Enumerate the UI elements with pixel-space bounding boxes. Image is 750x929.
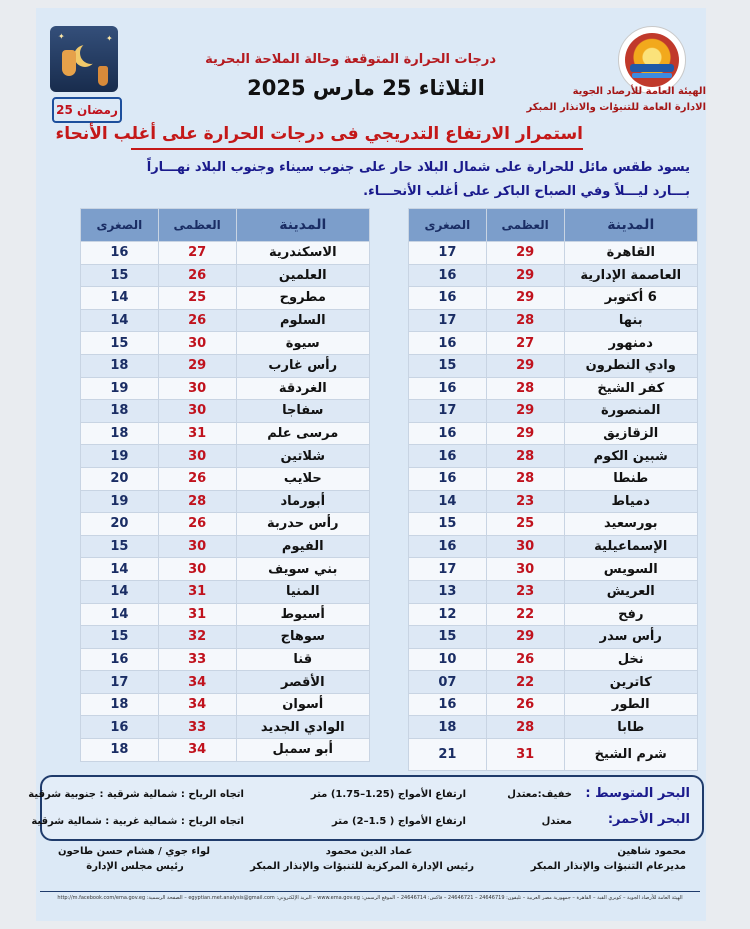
- city-cell: بنها: [564, 309, 698, 332]
- city-cell: المنيا: [236, 580, 369, 603]
- max-temp-cell: 26: [486, 648, 564, 671]
- city-cell: سيوة: [236, 332, 369, 355]
- min-temp-cell: 13: [409, 580, 487, 603]
- max-temp-cell: 30: [158, 445, 236, 468]
- max-temp-cell: 23: [486, 490, 564, 513]
- min-temp-cell: 16: [409, 264, 487, 287]
- min-temp-cell: 14: [81, 309, 159, 332]
- col-header-min: الصغرى: [409, 209, 487, 242]
- table-row: [81, 693, 370, 716]
- city-cell: الطور: [564, 693, 698, 716]
- forecast-line-1: يسود طقس مائل للحرارة على شمال البلاد حار على جنوب سيناء وجنوب البلاد نهـــاراً: [146, 160, 690, 175]
- col-header-min: الصغرى: [81, 209, 159, 242]
- max-temp-cell: 26: [158, 513, 236, 536]
- min-temp-cell: 16: [409, 377, 487, 400]
- max-temp-cell: 29: [486, 287, 564, 310]
- city-cell: مطروح: [236, 287, 369, 310]
- max-temp-cell: 29: [486, 242, 564, 265]
- min-temp-cell: 19: [81, 377, 159, 400]
- signature-3-role: رئيس مجلس الإدارة: [86, 861, 184, 872]
- min-temp-cell: 19: [81, 490, 159, 513]
- max-temp-cell: 29: [486, 354, 564, 377]
- min-temp-cell: 15: [81, 626, 159, 649]
- max-temp-cell: 28: [486, 445, 564, 468]
- table-row: [81, 445, 370, 468]
- star-icon: ✦: [106, 34, 113, 43]
- min-temp-cell: 18: [81, 400, 159, 423]
- city-cell: كفر الشيخ: [564, 377, 698, 400]
- min-temp-cell: 15: [409, 354, 487, 377]
- max-temp-cell: 34: [158, 739, 236, 762]
- city-cell: أبورماد: [236, 490, 369, 513]
- city-cell: بورسعيد: [564, 513, 698, 536]
- min-temp-cell: 18: [81, 422, 159, 445]
- min-temp-cell: 16: [409, 693, 487, 716]
- city-cell: دمنهور: [564, 332, 698, 355]
- city-cell: العاصمة الإدارية: [564, 264, 698, 287]
- table-row: [81, 467, 370, 490]
- city-cell: شرم الشيخ: [564, 739, 698, 771]
- max-temp-cell: 29: [486, 626, 564, 649]
- lantern-icon: [62, 50, 76, 76]
- table-row: [81, 422, 370, 445]
- max-temp-cell: 30: [158, 535, 236, 558]
- city-cell: السويس: [564, 558, 698, 581]
- table-row: [409, 671, 698, 694]
- star-icon: ✦: [58, 32, 65, 41]
- max-temp-cell: 31: [486, 739, 564, 771]
- city-cell: دمياط: [564, 490, 698, 513]
- med-sea-wind: اتجاه الرياح : شمالية شرقية : جنوبية شرقية: [28, 789, 244, 800]
- city-cell: نخل: [564, 648, 698, 671]
- max-temp-cell: 32: [158, 626, 236, 649]
- max-temp-cell: 30: [158, 400, 236, 423]
- bulletin-date: الثلاثاء 25 مارس 2025: [247, 76, 485, 100]
- med-sea-waves: ارتفاع الأمواج (1.25–1.75) متر: [310, 789, 466, 800]
- city-cell: 6 أكتوبر: [564, 287, 698, 310]
- max-temp-cell: 30: [486, 535, 564, 558]
- med-sea-title: البحر المتوسط :: [585, 786, 690, 801]
- table-row: [409, 580, 698, 603]
- table-row: [81, 648, 370, 671]
- red-sea-title: البحر الأحمر:: [607, 812, 690, 827]
- min-temp-cell: 16: [409, 535, 487, 558]
- min-temp-cell: 07: [409, 671, 487, 694]
- max-temp-cell: 29: [486, 400, 564, 423]
- table-row: [81, 400, 370, 423]
- table-row: [409, 558, 698, 581]
- table-row: [81, 558, 370, 581]
- city-cell: وادي النطرون: [564, 354, 698, 377]
- table-row: [81, 535, 370, 558]
- min-temp-cell: 15: [81, 332, 159, 355]
- max-temp-cell: 30: [486, 558, 564, 581]
- med-sea-state: خفيف:معتدل: [507, 789, 572, 800]
- contact-footer: الهيئة العامة للأرصاد الجوية – كوبري القبة – القاهرة – جمهورية مصر العربية – تليفون: 24646719 – 24646721 – فاكس: 24646714 – الموقع الرسمي: www.ema.gov.eg – البريد الإلكتروني: egyptian.met.analysis@gmail.com – الصفحة الرسمية: http://m.facebook.com/ema.gov.eg: [40, 891, 700, 901]
- ema-logo: [618, 26, 686, 94]
- col-header-max: العظمى: [486, 209, 564, 242]
- city-cell: رأس حدربة: [236, 513, 369, 536]
- table-row: [409, 603, 698, 626]
- max-temp-cell: 26: [158, 264, 236, 287]
- min-temp-cell: 17: [81, 671, 159, 694]
- max-temp-cell: 27: [158, 242, 236, 265]
- min-temp-cell: 14: [81, 580, 159, 603]
- min-temp-cell: 18: [81, 693, 159, 716]
- min-temp-cell: 14: [409, 490, 487, 513]
- city-cell: السلوم: [236, 309, 369, 332]
- city-cell: قنا: [236, 648, 369, 671]
- max-temp-cell: 22: [486, 671, 564, 694]
- city-cell: رأس غارب: [236, 354, 369, 377]
- sea-conditions-box: [28, 775, 704, 841]
- max-temp-cell: 29: [486, 422, 564, 445]
- max-temp-cell: 26: [158, 309, 236, 332]
- col-header-city: المدينة: [236, 209, 369, 242]
- max-temp-cell: 31: [158, 603, 236, 626]
- city-cell: الاسكندرية: [236, 242, 369, 265]
- min-temp-cell: 18: [81, 354, 159, 377]
- city-cell: الفيوم: [236, 535, 369, 558]
- table-row: [409, 513, 698, 536]
- min-temp-cell: 16: [409, 332, 487, 355]
- col-header-city: المدينة: [564, 209, 698, 242]
- min-temp-cell: 14: [81, 287, 159, 310]
- table-row: [409, 467, 698, 490]
- city-cell: سوهاج: [236, 626, 369, 649]
- red-sea-waves: ارتفاع الأمواج ( 1.5–2) متر: [332, 816, 466, 827]
- min-temp-cell: 17: [409, 242, 487, 265]
- min-temp-cell: 17: [409, 309, 487, 332]
- ramadan-lantern-image: [50, 26, 118, 92]
- max-temp-cell: 26: [158, 467, 236, 490]
- min-temp-cell: 10: [409, 648, 487, 671]
- table-row: [81, 626, 370, 649]
- table-row: [81, 716, 370, 739]
- city-cell: مرسى علم: [236, 422, 369, 445]
- table-row: [81, 242, 370, 265]
- table-row: [409, 332, 698, 355]
- table-row: [409, 716, 698, 739]
- signature-2-name: عماد الدين محمود: [325, 846, 413, 857]
- city-cell: أسوان: [236, 693, 369, 716]
- crescent-moon-icon: [80, 42, 102, 64]
- temperature-table-right: [408, 208, 698, 771]
- city-cell: أبو سمبل: [236, 739, 369, 762]
- city-cell: سفاجا: [236, 400, 369, 423]
- city-cell: العريش: [564, 580, 698, 603]
- red-sea-state: معتدل: [541, 816, 572, 827]
- max-temp-cell: 28: [486, 716, 564, 739]
- min-temp-cell: 14: [81, 603, 159, 626]
- min-temp-cell: 15: [409, 513, 487, 536]
- table-row: [81, 603, 370, 626]
- forecast-line-2: بـــارد ليـــلاً وفي الصباح الباكر على أغلب الأنحـــاء.: [363, 184, 690, 199]
- min-temp-cell: 16: [409, 422, 487, 445]
- max-temp-cell: 28: [486, 467, 564, 490]
- table-row: [409, 264, 698, 287]
- bulletin-subtitle: درجات الحرارة المتوقعة وحالة الملاحة البحرية: [205, 52, 496, 67]
- table-row: [409, 626, 698, 649]
- bulletin-sheet: [28, 8, 706, 921]
- max-temp-cell: 25: [486, 513, 564, 536]
- city-cell: الغردقة: [236, 377, 369, 400]
- table-row: [81, 287, 370, 310]
- signature-3-name: لواء جوي / هشام حسن طاحون: [57, 846, 210, 857]
- signature-1-role: مديرعام التنبؤات والإنذار المبكر: [530, 861, 686, 872]
- table-row: [81, 580, 370, 603]
- table-row: [81, 264, 370, 287]
- max-temp-cell: 33: [158, 716, 236, 739]
- table-row: [81, 354, 370, 377]
- min-temp-cell: 15: [81, 264, 159, 287]
- table-row: [81, 490, 370, 513]
- city-cell: المنصورة: [564, 400, 698, 423]
- table-row: [409, 309, 698, 332]
- table-row: [409, 287, 698, 310]
- table-row: [81, 513, 370, 536]
- max-temp-cell: 22: [486, 603, 564, 626]
- city-cell: شلاتين: [236, 445, 369, 468]
- max-temp-cell: 25: [158, 287, 236, 310]
- max-temp-cell: 30: [158, 377, 236, 400]
- temperature-table-left: [80, 208, 370, 762]
- table-row: [409, 377, 698, 400]
- city-cell: طابا: [564, 716, 698, 739]
- city-cell: رأس سدر: [564, 626, 698, 649]
- table-row: [81, 332, 370, 355]
- red-sea-wind: اتجاه الرياح : شمالية غربية : شمالية شرقية: [31, 816, 244, 827]
- min-temp-cell: 16: [409, 445, 487, 468]
- max-temp-cell: 34: [158, 671, 236, 694]
- table-row: [409, 422, 698, 445]
- table-row: [409, 739, 698, 771]
- table-row: [81, 309, 370, 332]
- col-header-max: العظمى: [158, 209, 236, 242]
- min-temp-cell: 17: [409, 558, 487, 581]
- min-temp-cell: 20: [81, 513, 159, 536]
- min-temp-cell: 20: [81, 467, 159, 490]
- min-temp-cell: 19: [81, 445, 159, 468]
- min-temp-cell: 18: [81, 739, 159, 762]
- max-temp-cell: 30: [158, 332, 236, 355]
- max-temp-cell: 23: [486, 580, 564, 603]
- lantern-icon: [98, 66, 108, 86]
- table-row: [409, 693, 698, 716]
- max-temp-cell: 31: [158, 580, 236, 603]
- max-temp-cell: 30: [158, 558, 236, 581]
- city-cell: بني سويف: [236, 558, 369, 581]
- max-temp-cell: 29: [486, 264, 564, 287]
- signature-2-role: رئيس الإدارة المركزية للتنبؤات والإنذار المبكر: [250, 861, 474, 872]
- min-temp-cell: 17: [409, 400, 487, 423]
- table-row: [409, 242, 698, 265]
- table-row: [409, 400, 698, 423]
- city-cell: الزقازيق: [564, 422, 698, 445]
- city-cell: طنطا: [564, 467, 698, 490]
- city-cell: أسيوط: [236, 603, 369, 626]
- max-temp-cell: 31: [158, 422, 236, 445]
- city-cell: الأقصر: [236, 671, 369, 694]
- city-cell: رفح: [564, 603, 698, 626]
- city-cell: الوادي الجديد: [236, 716, 369, 739]
- max-temp-cell: 26: [486, 693, 564, 716]
- city-cell: العلمين: [236, 264, 369, 287]
- city-cell: كاترين: [564, 671, 698, 694]
- headline: استمرار الارتفاع التدريجي فى درجات الحرارة على أغلب الأنحاء: [131, 124, 583, 150]
- min-temp-cell: 16: [409, 467, 487, 490]
- min-temp-cell: 18: [409, 716, 487, 739]
- min-temp-cell: 21: [409, 739, 487, 771]
- table-row: [409, 648, 698, 671]
- table-row: [409, 535, 698, 558]
- max-temp-cell: 34: [158, 693, 236, 716]
- min-temp-cell: 15: [409, 626, 487, 649]
- table-row: [409, 354, 698, 377]
- min-temp-cell: 16: [81, 648, 159, 671]
- hijri-date-badge: 25 رمضان: [52, 97, 122, 123]
- min-temp-cell: 16: [81, 242, 159, 265]
- max-temp-cell: 33: [158, 648, 236, 671]
- city-cell: حلايب: [236, 467, 369, 490]
- max-temp-cell: 28: [158, 490, 236, 513]
- min-temp-cell: 16: [81, 716, 159, 739]
- table-row: [81, 377, 370, 400]
- table-row: [81, 739, 370, 762]
- signature-1-name: محمود شاهين: [617, 846, 686, 857]
- max-temp-cell: 28: [486, 377, 564, 400]
- min-temp-cell: 16: [409, 287, 487, 310]
- city-cell: الإسماعيلية: [564, 535, 698, 558]
- table-row: [81, 671, 370, 694]
- min-temp-cell: 12: [409, 603, 487, 626]
- table-row: [409, 490, 698, 513]
- max-temp-cell: 28: [486, 309, 564, 332]
- min-temp-cell: 15: [81, 535, 159, 558]
- org-name: الهيئة العامة للأرصاد الجوية: [572, 86, 706, 97]
- city-cell: شبين الكوم: [564, 445, 698, 468]
- table-row: [409, 445, 698, 468]
- max-temp-cell: 29: [158, 354, 236, 377]
- org-department: الادارة العامة للتنبؤات والانذار المبكر: [526, 102, 706, 113]
- city-cell: القاهرة: [564, 242, 698, 265]
- min-temp-cell: 14: [81, 558, 159, 581]
- max-temp-cell: 27: [486, 332, 564, 355]
